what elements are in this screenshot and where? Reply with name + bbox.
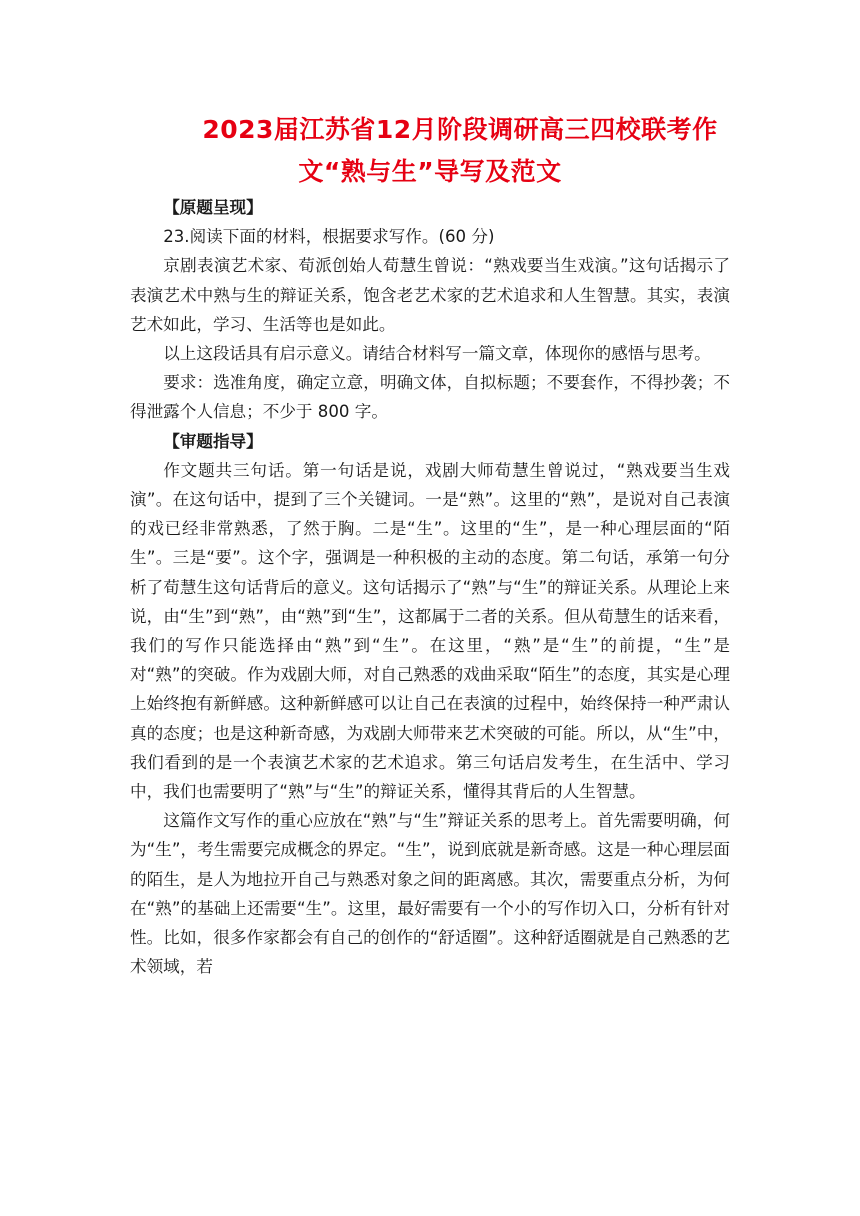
guide-paragraph-2: 这篇作文写作的重心应放在“熟”与“生”辩证关系的思考上。首先需要明确，何为“生”，考生需要完成概念的界定。“生”，说到底就是新奇感。这是一种心理层面的陌生，是人为地拉开自己与熟悉对象之间的距离感。其次，需要重点分析，为何在“熟”的基础上还需要“生”。这里，最好需要有一个小的写作切入口，分析有针对性。比如，很多作家都会有自己的创作的“舒适圈”。这种舒适圈就是自己熟悉的艺术领域，若	[130, 811, 730, 977]
document-title-line-2: 文“熟与生”导写及范文	[298, 157, 562, 186]
document-title-line-1: 2023届江苏省12月阶段调研高三四校联考作	[202, 115, 718, 144]
question-instruction: 23.阅读下面的材料，根据要求写作。(60 分)	[163, 227, 495, 247]
section-heading-original: 【原题呈现】	[163, 198, 263, 217]
requirements-paragraph: 要求：选准角度，确定立意，明确文体，自拟标题；不要套作，不得抄袭；不得泄露个人信息；不少于 800 字。	[130, 373, 730, 422]
guide-paragraph-1: 作文题共三句话。第一句话是说，戏剧大师荀慧生曾说过，“熟戏要当生戏演”。在这句话中，提到了三个关键词。一是“熟”。这里的“熟”，是说对自己表演的戏已经非常熟悉，了然于胸。二是“生”。这里的“生”，是一种心理层面的“陌生”。三是“要”。这个字，强调是一种积极的主动的态度。第二句话，承第一句分析了荀慧生这句话背后的意义。这句话揭示了“熟”与“生”的辩证关系。从理论上来说，由“生”到“熟”，由“熟”到“生”，这都属于二者的关系。但从荀慧生的话来看，我们的写作只能选择由“熟”到“生”。在这里，“熟”是“生”的前提，“生”是对“熟”的突破。作为戏剧大师，对自己熟悉的戏曲采取“陌生”的态度，其实是心理上始终抱有新鲜感。这种新鲜感可以让自己在表演的过程中，始终保持一种严肃认真的态度；也是这种新奇感，为戏剧大师带来艺术突破的可能。所以，从“生”中，我们看到的是一个表演艺术家的艺术追求。第三句话启发考生，在生活中、学习中，我们也需要明了“熟”与“生”的辩证关系，懂得其背后的人生智慧。	[130, 460, 730, 802]
section-heading-guide: 【审题指导】	[163, 431, 263, 451]
prompt-paragraph: 以上这段话具有启示意义。请结合材料写一篇文章，体现你的感悟与思考。	[163, 344, 711, 364]
document-body	[130, 193, 730, 981]
material-paragraph: 京剧表演艺术家、荀派创始人荀慧生曾说：“熟戏要当生戏演。”这句话揭示了表演艺术中熟与生的辩证关系，饱含老艺术家的艺术追求和人生智慧。其实，表演艺术如此，学习、生活等也是如此。	[130, 256, 730, 334]
